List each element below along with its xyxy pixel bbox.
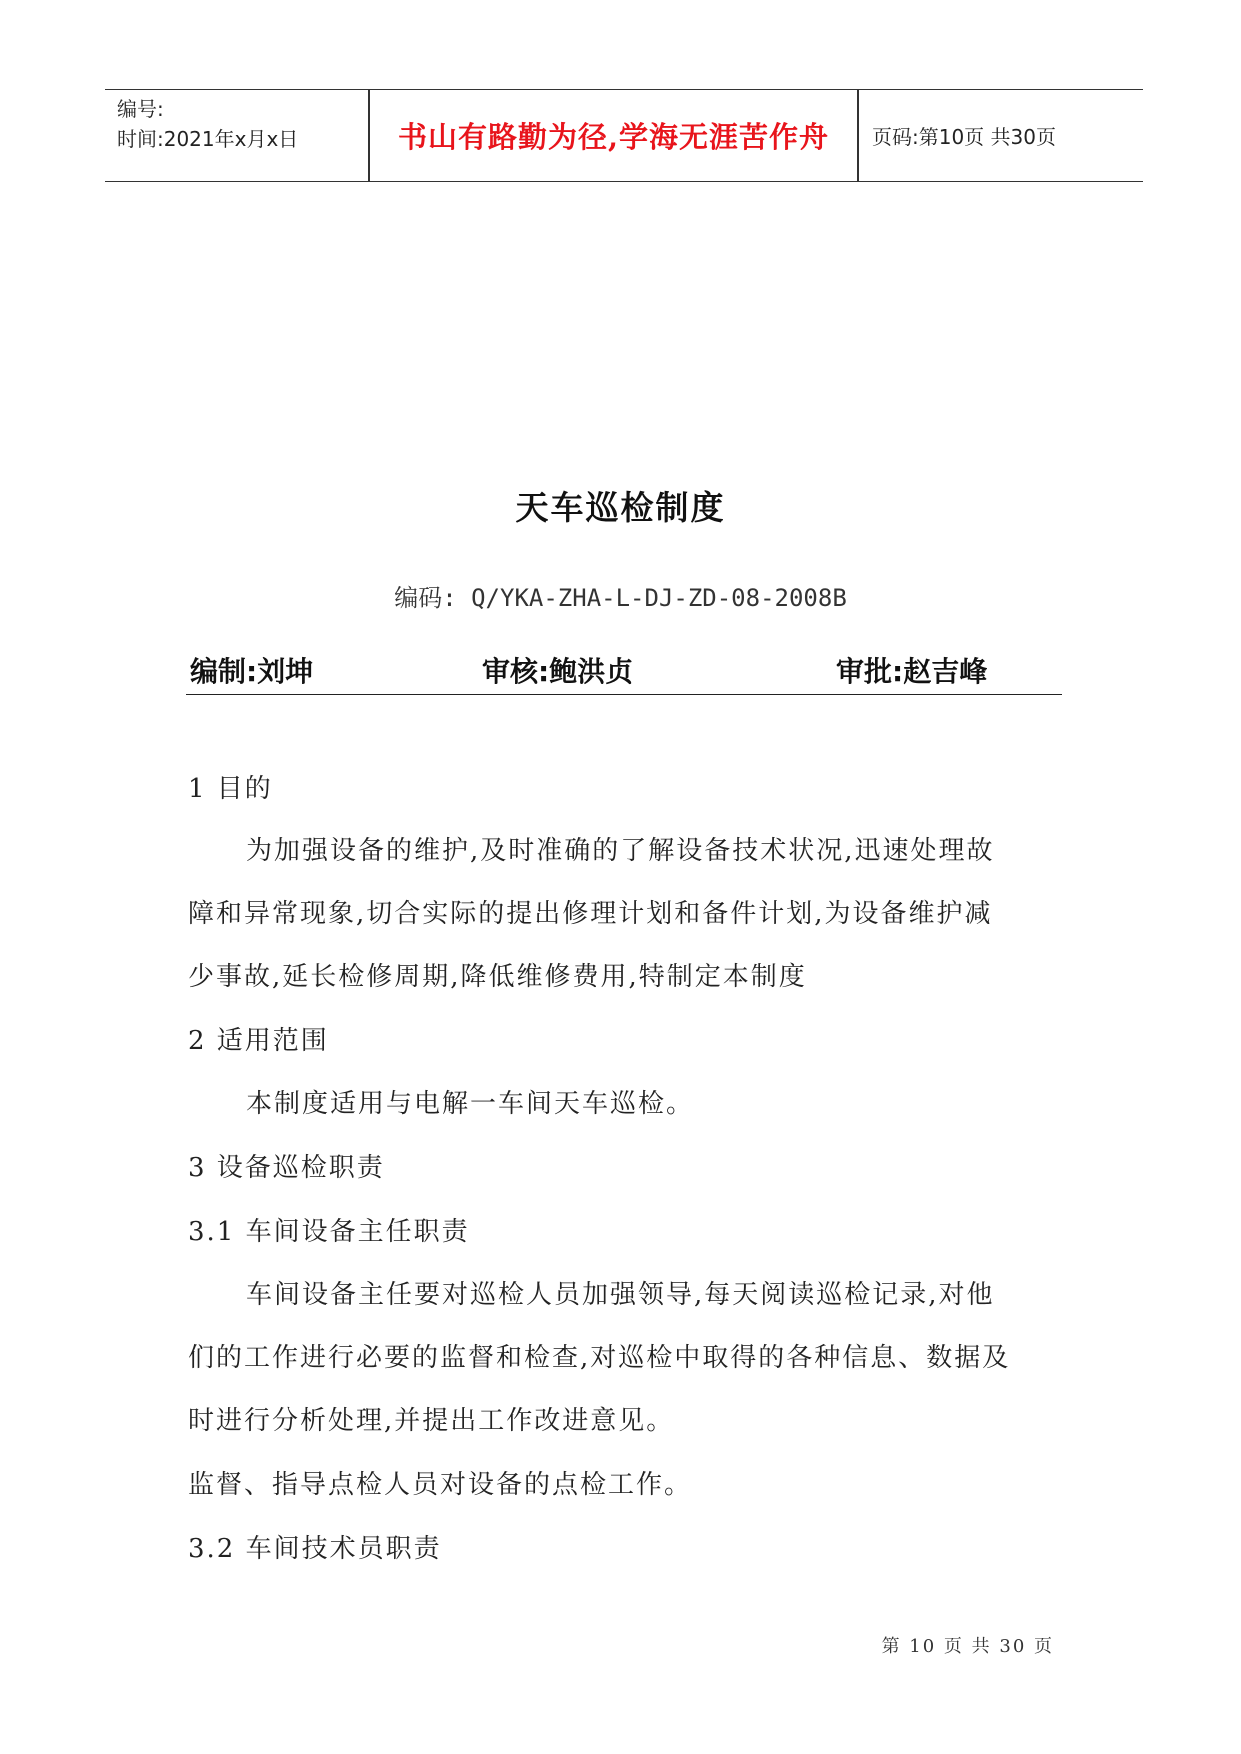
header-divider — [857, 90, 859, 181]
subsection-heading: 3.1 车间设备主任职责 — [188, 1217, 470, 1247]
subsection-heading: 3.2 车间技术员职责 — [188, 1534, 442, 1564]
page-header — [105, 89, 1143, 182]
header-meta — [117, 94, 367, 154]
header-motto: 书山有路勤为径,学海无涯苦作舟 — [397, 120, 830, 154]
section-heading: 2 适用范围 — [188, 1026, 329, 1056]
reviewer-label: 审核:鲍洪贞 — [482, 655, 634, 688]
paragraph-line: 时进行分析处理,并提出工作改进意见。 — [188, 1406, 675, 1436]
signers-row — [186, 650, 1062, 695]
approver-label: 审批:赵吉峰 — [836, 655, 988, 688]
page-footer: 第 10 页 共 30 页 — [881, 1636, 1054, 1657]
header-page-info: 页码:第10页 共30页 — [872, 125, 1056, 149]
paragraph-line: 监督、指导点检人员对设备的点检工作。 — [188, 1470, 693, 1500]
paragraph-line: 为加强设备的维护,及时准确的了解设备技术状况,迅速处理故 — [246, 836, 995, 866]
section-heading: 3 设备巡检职责 — [188, 1153, 385, 1183]
header-number-label: 编号: — [117, 97, 164, 121]
document-title: 天车巡检制度 — [515, 488, 726, 527]
paragraph-line: 障和异常现象,切合实际的提出修理计划和备件计划,为设备维护减 — [188, 899, 993, 929]
document-code: 编码: Q/YKA-ZHA-L-DJ-ZD-08-2008B — [394, 584, 847, 612]
header-time-label: 时间:2021年x月x日 — [117, 127, 299, 151]
paragraph-line: 少事故,延长检修周期,降低维修费用,特制定本制度 — [188, 962, 807, 992]
section-heading: 1 目的 — [188, 774, 273, 804]
compiler-label: 编制:刘坤 — [190, 655, 314, 688]
paragraph-line: 们的工作进行必要的监督和检查,对巡检中取得的各种信息、数据及 — [188, 1343, 1011, 1373]
paragraph-line: 车间设备主任要对巡检人员加强领导,每天阅读巡检记录,对他 — [246, 1280, 995, 1310]
paragraph-line: 本制度适用与电解一车间天车巡检。 — [246, 1089, 695, 1119]
